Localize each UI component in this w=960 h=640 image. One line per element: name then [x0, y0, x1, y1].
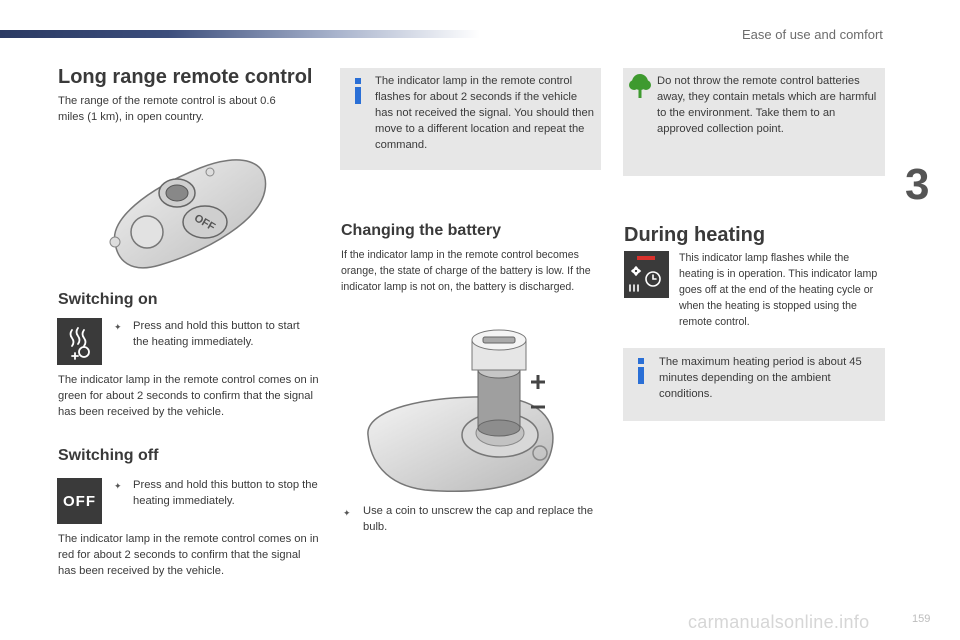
- bullet-marker: ✦: [114, 481, 122, 491]
- intro-text: The range of the remote control is about 0.6 miles (1 km), in open country.: [58, 95, 276, 123]
- page-number: 159: [912, 613, 931, 625]
- info-box-signal-text: The indicator lamp in the remote control flashes for about 2 seconds if the vehicle has not received the signal. You should then move to a different location and repeat the command.: [375, 75, 594, 151]
- section-title: Ease of use and comfort: [742, 27, 883, 42]
- footer-watermark: carmanualsonline.info: [688, 612, 870, 632]
- changing-battery-bullet: Use a coin to unscrew the cap and replace the bulb.: [363, 505, 594, 533]
- switching-off-heading: Switching off: [58, 447, 159, 464]
- info-icon: [353, 78, 363, 104]
- heating-off-button-icon: [57, 478, 102, 524]
- info-box-heating-period-text: The maximum heating period is about 45 minutes depending on the ambient conditions.: [659, 356, 862, 400]
- heating-on-button-icon: [57, 318, 102, 365]
- off-button-label: OFF: [63, 492, 96, 510]
- heating-indicator-icon: [624, 251, 669, 298]
- bullet-marker: ✦: [114, 322, 122, 332]
- info-icon: [636, 358, 646, 384]
- bullet-marker: ✦: [343, 508, 351, 518]
- info-box-heating-period: [623, 348, 885, 421]
- chapter-number: 3: [905, 160, 930, 209]
- during-heating-text: This indicator lamp flashes while the heating is in operation. This indicator lamp goes off at the end of the heating cycle or when the heating is stopped using the remote control.: [679, 252, 878, 328]
- page-title: Long range remote control: [58, 66, 313, 88]
- during-heating-heading: During heating: [624, 224, 766, 246]
- switching-on-text: The indicator lamp in the remote control comes on in green for about 2 seconds to confirm that the signal has been received by the vehicle.: [58, 374, 319, 418]
- switching-off-bullet: Press and hold this button to stop the heating immediately.: [133, 479, 318, 507]
- switching-on-bullet: Press and hold this button to start the heating immediately.: [133, 320, 300, 348]
- environment-box: [623, 68, 885, 176]
- switching-off-text: The indicator lamp in the remote control comes on in red for about 2 seconds to confirm that the signal has been received by the vehicle.: [58, 533, 319, 577]
- header-bar: [0, 30, 480, 38]
- changing-battery-heading: Changing the battery: [341, 222, 502, 239]
- changing-battery-text: If the indicator lamp in the remote control becomes orange, the state of charge of the battery is low. If the indicator lamp is not on, the battery is discharged.: [341, 249, 591, 293]
- remote-control-illustration: [105, 150, 275, 275]
- remote-off-label: OFF: [191, 212, 218, 234]
- tree-icon: [629, 73, 651, 99]
- battery-change-illustration: [365, 325, 565, 495]
- info-box-signal: [340, 68, 601, 170]
- switching-on-heading: Switching on: [58, 291, 158, 308]
- environment-box-text: Do not throw the remote control batteries away, they contain metals which are harmful to the environment. Take them to an approved collection point.: [657, 75, 877, 135]
